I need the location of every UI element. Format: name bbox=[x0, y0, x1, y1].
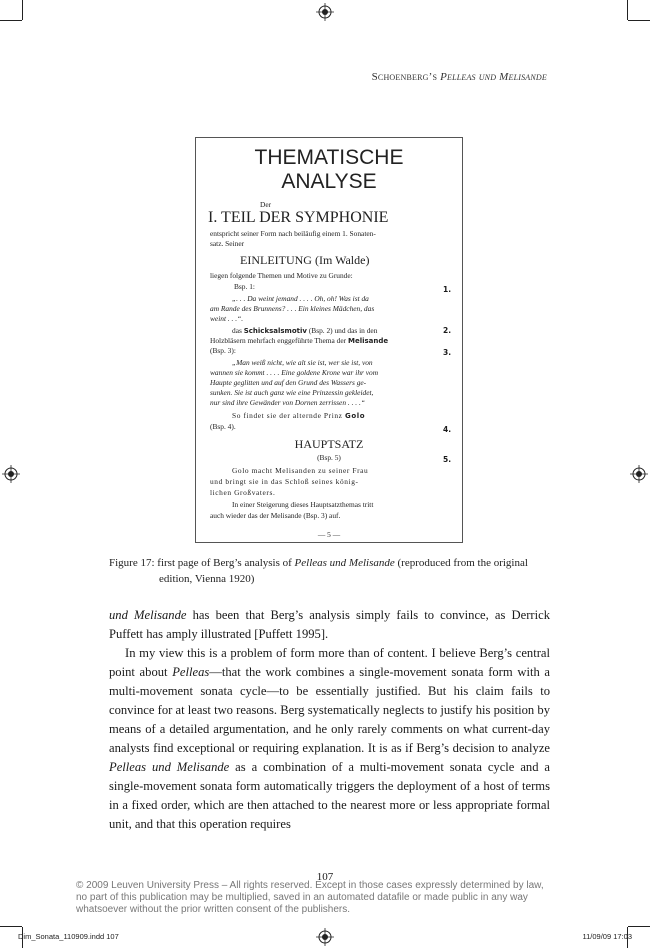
figure-golo-line bbox=[232, 411, 365, 421]
crop-mark bbox=[628, 926, 650, 927]
figure-der: Der bbox=[260, 200, 272, 209]
figure-quote1-3: weint . . .“. bbox=[210, 314, 244, 323]
caption-line2: edition, Vienna 1920) bbox=[159, 573, 255, 585]
figure-quote1-2: am Rande des Brunnens? . . . Ein kleines Mädchen, das bbox=[210, 304, 375, 313]
figure-caption bbox=[109, 555, 549, 587]
body-italic: Pelleas und Melisande bbox=[109, 760, 230, 774]
registration-mark-icon bbox=[316, 928, 334, 946]
crop-mark bbox=[0, 20, 22, 21]
slug-right: 11/09/09 17:03 bbox=[582, 932, 632, 941]
page-number: 107 bbox=[316, 871, 334, 883]
registration-mark-icon bbox=[2, 465, 20, 483]
figure-bsp1: Bsp. 1: bbox=[234, 282, 255, 291]
figure-margin-number: 4. bbox=[443, 425, 452, 434]
figure-golo-pre: So findet sie der alternde Prinz bbox=[232, 411, 343, 420]
figure-quote1-1: „. . . Da weint jemand . . . . Oh, oh! Was ist da bbox=[232, 294, 369, 303]
registration-mark-icon bbox=[630, 465, 648, 483]
figure-schicksal-pre: das bbox=[232, 326, 242, 335]
figure-quote2-1: „Man weiß nicht, wie alt sie ist, wer sie ist, von bbox=[232, 358, 373, 367]
figure-part-heading: I. TEIL DER SYMPHONIE bbox=[208, 209, 389, 226]
figure-title-line2: ANALYSE bbox=[281, 170, 377, 193]
caption-title: Pelleas und Melisande bbox=[294, 557, 395, 569]
figure-schicksal-post: (Bsp. 2) und das in den bbox=[308, 326, 378, 335]
figure-part-intro-2: satz. Seiner bbox=[210, 239, 245, 248]
figure-golo-text-1: Golo macht Melisanden zu seiner Frau bbox=[232, 466, 369, 475]
figure-bsp5: (Bsp. 5) bbox=[317, 453, 341, 462]
crop-mark bbox=[628, 20, 650, 21]
body-span: as a combination of a multi-movement sonata cycle and a single-movement sonata form automatically triggers the deployment of a host of terms in a fixed order, which are then attached to the nearest more or less appropriate formal unit, and that this operation requires bbox=[109, 760, 551, 831]
figure-holz-line bbox=[210, 336, 388, 346]
figure-golo-text-2: und bringt sie in das Schloß seines könig- bbox=[210, 477, 359, 486]
copyright-line: no part of this publication may be multiplied, saved in an automated datafile or made public in any way bbox=[76, 892, 528, 903]
body-italic: Pelleas bbox=[172, 665, 210, 679]
figure-margin-number: 2. bbox=[443, 326, 452, 335]
figure-quote2-3: Haupte geglitten und auf den Grund des Wassers ge- bbox=[210, 378, 367, 387]
crop-mark bbox=[0, 926, 22, 927]
copyright-line: whatsoever without the prior written consent of the publishers. bbox=[76, 904, 351, 915]
paragraph bbox=[109, 644, 550, 834]
figure-steigerung-2: auch wieder das der Melisande (Bsp. 3) auf. bbox=[210, 511, 341, 520]
crop-mark bbox=[627, 0, 628, 20]
registration-mark-icon bbox=[316, 3, 334, 21]
body-italic: und Melisande bbox=[109, 608, 187, 622]
figure-page-marker: — 5 — bbox=[317, 530, 341, 539]
figure-margin-number: 5. bbox=[443, 455, 452, 464]
figure-quote2-5: nur sind ihre Gewänder von Dornen zerrissen . . . .“ bbox=[210, 398, 365, 407]
figure-margin-number: 3. bbox=[443, 348, 452, 357]
figure-themes-line: liegen folgende Themen und Motive zu Grunde: bbox=[210, 271, 353, 280]
figure-hauptsatz-heading: HAUPTSATZ bbox=[294, 437, 364, 451]
figure-title-line1: THEMATISCHE bbox=[254, 146, 404, 169]
figure-einleitung-heading: EINLEITUNG (Im Walde) bbox=[240, 253, 370, 267]
body-span: —that the work combines a single-movement sonata form with a multi-movement sonata cycle—to be essentially justified. But his claim fails to convince for at least two reasons. Berg systematically neglects to justify his position by means of a detailed argumentation, and he only rarely comments on what current-day analysts find exceptional or requiring explanation. It is as if Berg’s decision to analyze bbox=[109, 665, 550, 755]
figure-bsp3: (Bsp. 3): bbox=[210, 346, 236, 355]
body-span: has been that Berg’s analysis simply fails to convince, as Derrick Puffett has amply illustrated [Puffett 1995]. bbox=[109, 608, 551, 641]
crop-mark bbox=[22, 0, 23, 20]
caption-suffix: (reproduced from the original bbox=[394, 557, 528, 569]
slug-left: Dim_Sonata_110909.indd 107 bbox=[18, 932, 119, 941]
figure-bsp4: (Bsp. 4). bbox=[210, 422, 236, 431]
figure-quote2-4: sunken. Sie ist auch ganz wie eine Prinzessin gekleidet, bbox=[210, 388, 374, 397]
paragraph bbox=[109, 606, 550, 644]
figure-part-intro-1: entspricht seiner Form nach beiläufig einem 1. Sonaten- bbox=[210, 229, 376, 238]
body-text bbox=[109, 606, 550, 834]
figure-golo-text-3: lichen Großvaters. bbox=[210, 488, 276, 497]
figure-schicksal-line bbox=[232, 326, 377, 336]
running-head-title: Pelleas und Melisande bbox=[440, 71, 547, 83]
running-head-prefix: Schoenberg’s bbox=[371, 71, 438, 83]
figure-holz-pre: Holzbläsern mehrfach enggeführte Thema der bbox=[210, 336, 347, 345]
copyright-line: © 2009 Leuven University Press – All rights reserved. Except in those cases expressly determined by law, bbox=[76, 880, 544, 891]
figure-golo-bold: Golo bbox=[344, 412, 366, 420]
running-header bbox=[372, 71, 547, 83]
figure-steigerung-1: In einer Steigerung dieses Hauptsatzthemas tritt bbox=[232, 500, 374, 509]
figure-facsimile bbox=[195, 137, 463, 543]
figure-holz-bold: Melisande bbox=[347, 337, 389, 345]
caption-prefix: Figure 17: first page of Berg’s analysis of bbox=[109, 557, 295, 569]
figure-schicksal-bold: Schicksalsmotiv bbox=[243, 327, 307, 335]
body-span: In my view this is a problem of form more than of content. I believe Berg’s central point about bbox=[109, 646, 550, 679]
figure-quote2-2: wannen sie kommt . . . . Eine goldene Krone war ihr vom bbox=[210, 368, 379, 377]
copyright-notice bbox=[76, 880, 576, 916]
figure-margin-number: 1. bbox=[443, 285, 452, 294]
